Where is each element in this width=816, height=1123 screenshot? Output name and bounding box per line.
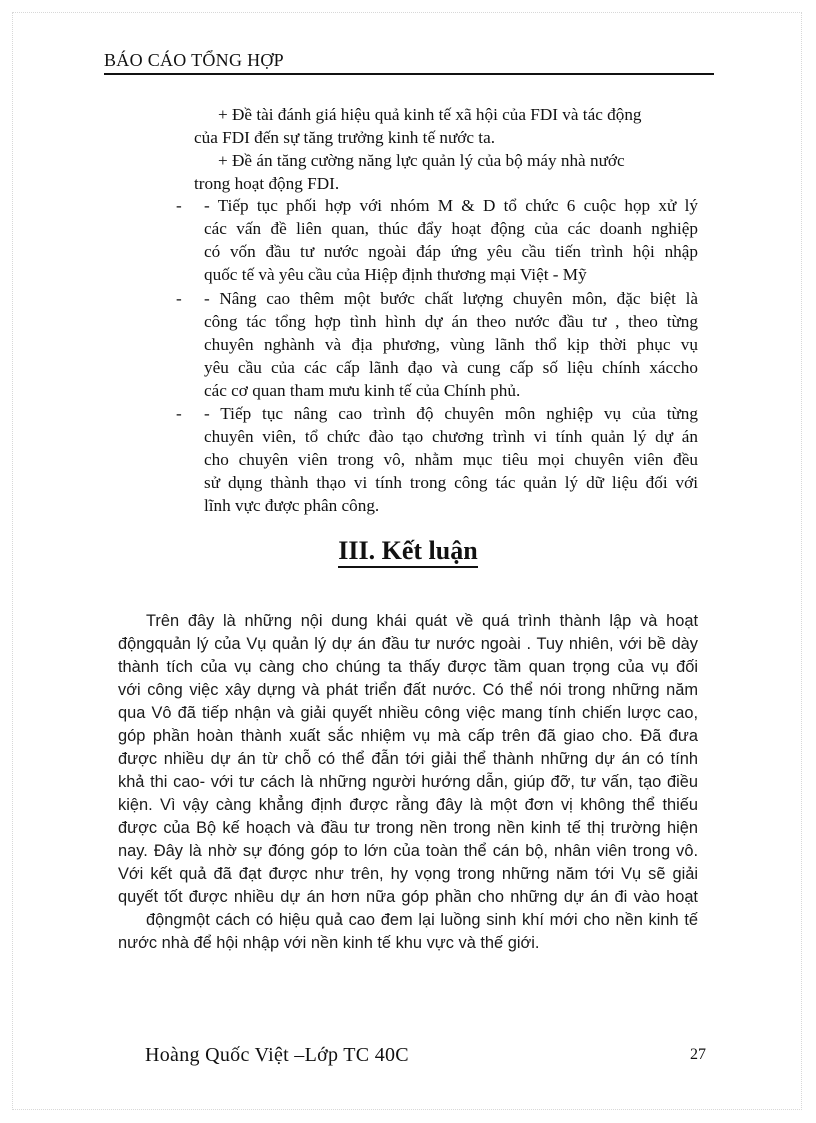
conclusion-line: khả thi cao- với tư cách là những người hướng dẫn, giúp đỡ, tư vấn, tạo điều <box>118 773 698 791</box>
bullet-3-line-3: cho chuyên viên trong vô, nhằm mục tiêu mọi chuyên viên đều <box>204 450 698 469</box>
conclusion-line: qua Vô đã tiếp nhận và giải quyết nhiều công việc mang tính chiến lược cao, <box>118 704 698 722</box>
conclusion-line: kiện. Vì vậy càng khẳng định được rằng đây là một đơn vị không thể thiếu <box>118 796 698 814</box>
report-header: BÁO CÁO TỔNG HỢP <box>104 50 714 75</box>
bullet-1-line-1: - Tiếp tục phối hợp với nhóm M & D tổ chức 6 cuộc họp xử lý <box>204 196 698 215</box>
conclusion-line: được của Bộ kế hoạch và đầu tư trong nền trong nền kinh tế thị trường hiện <box>118 819 698 837</box>
page-number: 27 <box>690 1046 706 1063</box>
section-title-text: III. Kết luận <box>338 536 477 568</box>
bullet-3-line-5: lĩnh vực được phân công. <box>204 496 380 515</box>
bullet-marker: - <box>176 404 182 423</box>
bullet-3-line-4: sử dụng thành thạo vi tính trong công tác quản lý dữ liệu đối với <box>204 473 698 492</box>
bullet-1-line-4: quốc tế và yêu cầu của Hiệp định thương mại Việt - Mỹ <box>204 265 587 284</box>
conclusion-line: độngquản lý của Vụ quản lý dự án đầu tư nước ngoài . Tuy nhiên, với bề dày <box>118 635 698 653</box>
bullet-2-line-4: yêu cầu của các cấp lãnh đạo và cung cấp số liệu chính xáccho <box>204 358 698 377</box>
conclusion-line: Với kết quả đã đạt được như trên, hy vọng trong những năm tới Vụ sẽ giải <box>118 865 698 883</box>
sub-item-1-line-2: của FDI đến sự tăng trưởng kinh tế nước ta. <box>194 128 496 147</box>
section-title <box>0 536 816 566</box>
bullet-3-line-1: - Tiếp tục nâng cao trình độ chuyên môn nghiệp vụ của từng <box>204 404 698 423</box>
bullet-2-line-5: các cơ quan tham mưu kinh tế của Chính phủ. <box>204 381 521 400</box>
sub-item-2-line-1: + Đề án tăng cường năng lực quản lý của bộ máy nhà nước <box>218 151 625 170</box>
conclusion-line: được nhiều dự án từ chỗ có thể đẫn tới giải thể thành những dự án có tính <box>118 750 698 768</box>
sub-item-1-line-1: + Đề tài đánh giá hiệu quả kinh tế xã hội của FDI và tác động <box>218 105 642 124</box>
bullet-2-line-3: chuyên nghành và địa phương, vùng lãnh thổ kịp thời phục vụ <box>204 335 698 354</box>
sub-item-2-line-2: trong hoạt động FDI. <box>194 174 340 193</box>
footer-author: Hoàng Quốc Việt –Lớp TC 40C <box>145 1044 409 1066</box>
bullet-marker: - <box>176 289 182 308</box>
conclusion-line: Trên đây là những nội dung khái quát về quá trình thành lập và hoạt <box>146 612 698 630</box>
conclusion-line: quyết tốt được nhiều dự án hơn nữa góp phần cho những dự án đi vào hoạt <box>118 888 698 906</box>
conclusion-line: thành tích của vụ càng cho chúng ta thấy được tầm quan trọng của vụ đối <box>118 658 698 676</box>
conclusion-line: độngmột cách có hiệu quả cao đem lại luồng sinh khí mới cho nền kinh tế <box>146 911 698 929</box>
conclusion-line: góp phần hoàn thành xuất sắc nhiệm vụ mà cấp trên đã giao cho. Đã đưa <box>118 727 698 745</box>
bullet-1-line-2: các vấn đề liên quan, thúc đẩy hoạt động của các doanh nghiệp <box>204 219 698 238</box>
bullet-3-line-2: chuyên viên, tổ chức đào tạo chương trình vi tính quản lý dự án <box>204 427 698 446</box>
bullet-1-line-3: có vốn đầu tư nước ngoài đáp ứng yêu cầu tiến trình hội nhập <box>204 242 698 261</box>
conclusion-line: với công việc xây dựng và phát triển đất nước. Có thể nói trong những năm <box>118 681 698 699</box>
bullet-2-line-1: - Nâng cao thêm một bước chất lượng chuyên môn, đặc biệt là <box>204 289 698 308</box>
conclusion-line: nay. Đây là nhờ sự đóng góp to lớn của toàn thể cán bộ, nhân viên trong vô. <box>118 842 698 860</box>
bullet-2-line-2: công tác tổng hợp tình hình dự án theo nước đầu tư , theo từng <box>204 312 698 331</box>
bullet-marker: - <box>176 196 182 215</box>
conclusion-line: nước nhà để hội nhập với nền kinh tế khu vực và thế giới. <box>118 934 540 952</box>
